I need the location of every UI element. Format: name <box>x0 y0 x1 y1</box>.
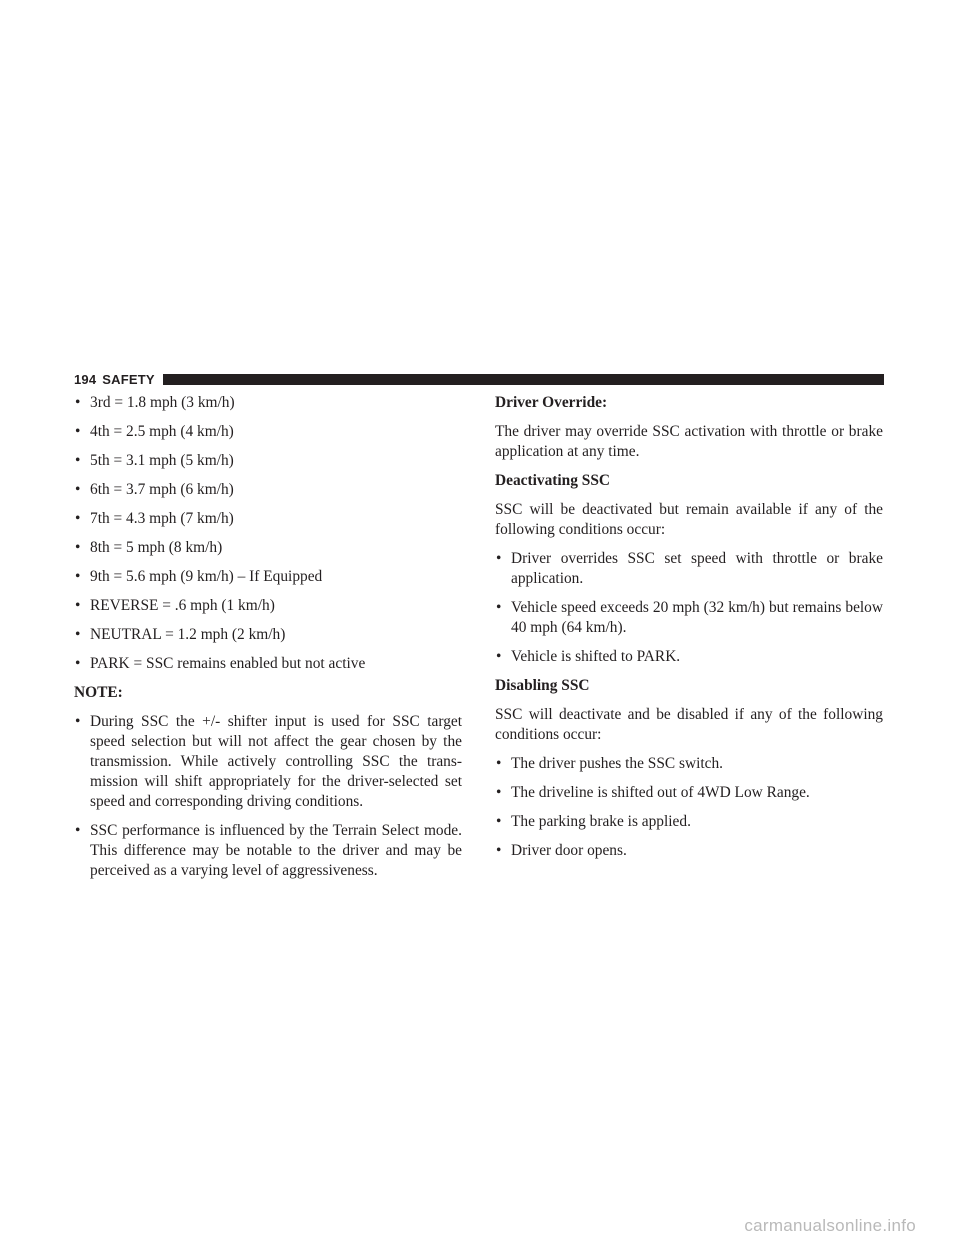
bullet-icon: • <box>496 648 502 665</box>
list-item: • REVERSE = .6 mph (1 km/h) <box>75 597 275 614</box>
bullet-icon: • <box>75 822 81 839</box>
list-item: • Vehicle is shifted to PARK. <box>496 648 681 665</box>
list-item: • 9th = 5.6 mph (9 km/h) – If Equipped <box>75 568 323 585</box>
list-item: • NEUTRAL = 1.2 mph (2 km/h) <box>75 626 286 643</box>
section-title: SAFETY <box>102 371 155 387</box>
bullet-icon: • <box>75 568 81 585</box>
bullet-icon: • <box>496 813 502 830</box>
bullet-icon: • <box>75 394 81 411</box>
list-item: • The driveline is shifted out of 4WD Low Range. <box>496 784 810 801</box>
list-item: • PARK = SSC remains enabled but not active <box>75 655 366 672</box>
bullet-icon: • <box>75 655 81 672</box>
disabling-heading: Disabling SSC <box>495 677 590 694</box>
list-item: • Driver overrides SSC set speed with throttle or brake application. <box>496 550 883 587</box>
bullet-icon: • <box>75 626 81 643</box>
disabling-list <box>495 754 883 861</box>
note-heading: NOTE: <box>74 684 123 701</box>
note-list <box>74 712 462 881</box>
list-item: • During SSC the +/- shifter input is used for SSC target speed selection but will not affect the gear chosen by the transmission. While actively controlling SSC the trans-mission will shift appropriately for the driver-selected set speed and corresponding driving conditions. <box>75 713 462 810</box>
bullet-icon: • <box>75 539 81 556</box>
list-item: • 5th = 3.1 mph (5 km/h) <box>75 452 234 469</box>
page-header <box>74 371 884 387</box>
list-item: • 7th = 4.3 mph (7 km/h) <box>75 510 234 527</box>
bullet-icon: • <box>75 597 81 614</box>
list-item: • 8th = 5 mph (8 km/h) <box>75 539 223 556</box>
bullet-icon: • <box>496 842 502 859</box>
list-item: • The driver pushes the SSC switch. <box>496 755 724 772</box>
left-column <box>74 393 462 890</box>
bullet-icon: • <box>75 713 81 730</box>
bullet-icon: • <box>496 755 502 772</box>
bullet-icon: • <box>75 481 81 498</box>
override-heading: Driver Override: <box>495 394 608 411</box>
bullet-icon: • <box>496 550 502 567</box>
list-item: • SSC performance is influenced by the Terrain Select mode. This difference may be notable to the driver and may be perceived as a varying level of aggressiveness. <box>75 822 462 879</box>
override-text: The driver may override SSC activation with throttle or brake application at any time. <box>495 423 883 460</box>
right-column <box>495 393 883 870</box>
list-item: • The parking brake is applied. <box>496 813 691 830</box>
page-number: 194 <box>74 371 97 387</box>
list-item: • 6th = 3.7 mph (6 km/h) <box>75 481 234 498</box>
list-item: • 4th = 2.5 mph (4 km/h) <box>75 423 234 440</box>
watermark-text: carmanualsonline.info <box>744 1216 916 1235</box>
list-item: • Vehicle speed exceeds 20 mph (32 km/h) but remains below 40 mph (64 km/h). <box>496 599 883 636</box>
disabling-text: SSC will deactivate and be disabled if any of the following conditions occur: <box>495 706 883 743</box>
speed-list <box>74 393 462 674</box>
deactivating-text: SSC will be deactivated but remain available if any of the following conditions occur: <box>495 501 883 538</box>
bullet-icon: • <box>496 599 502 616</box>
bullet-icon: • <box>75 510 81 527</box>
bullet-icon: • <box>75 423 81 440</box>
list-item: • Driver door opens. <box>496 842 627 859</box>
bullet-icon: • <box>496 784 502 801</box>
header-rule <box>163 374 884 385</box>
deactivating-heading: Deactivating SSC <box>495 472 611 489</box>
deactivating-list <box>495 549 883 667</box>
bullet-icon: • <box>75 452 81 469</box>
list-item: • 3rd = 1.8 mph (3 km/h) <box>75 394 235 411</box>
